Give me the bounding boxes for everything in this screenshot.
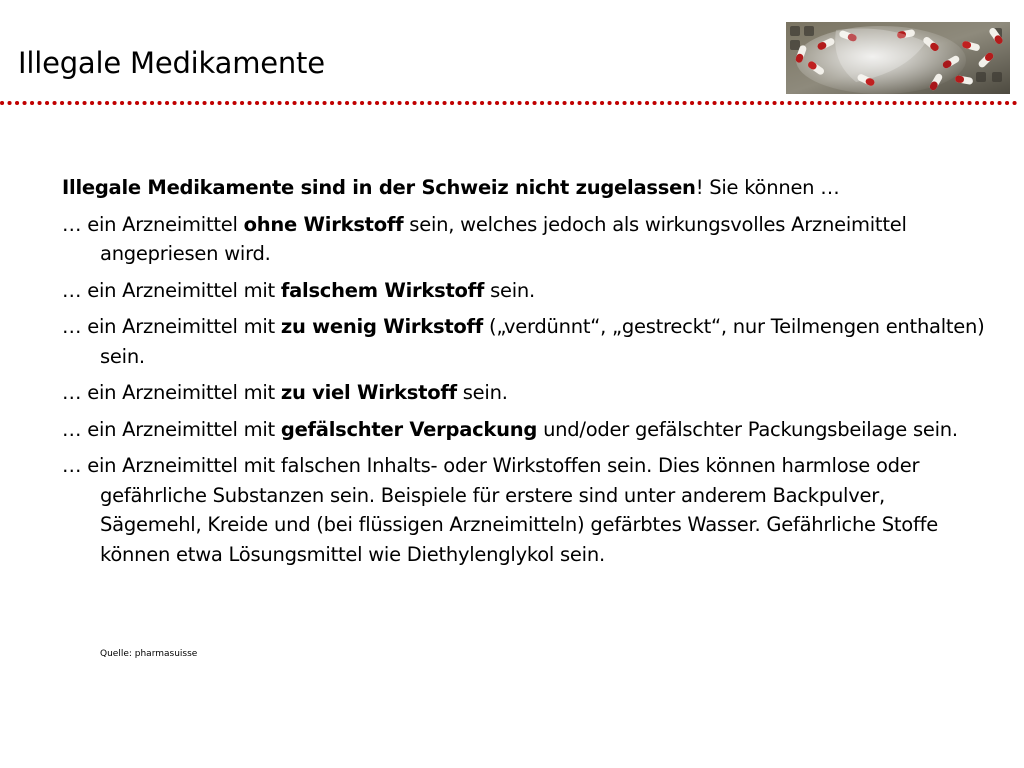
bullet-zu-wenig-wirkstoff: [62, 312, 992, 371]
bullet-zu-viel-wirkstoff: [62, 378, 992, 408]
bullet-bold: falschem Wirkstoff: [280, 278, 485, 302]
bullet-post: sein.: [456, 381, 508, 404]
dotted-divider: [0, 99, 1024, 107]
bullet-gefaelschte-verpackung: [62, 415, 992, 445]
bullet-post: sein, welches jedoch als wirkungsvolles Arzneimittel angepriesen wird.: [100, 212, 907, 265]
slide-body: [62, 173, 992, 576]
bullet-falschem-wirkstoff: [62, 276, 992, 306]
intro-bold: Illegale Medikamente sind in der Schweiz nicht zugelassen: [62, 176, 696, 199]
bullet-bold: zu wenig Wirkstoff: [280, 315, 484, 338]
bullet-falsche-inhaltsstoffe: [62, 451, 992, 569]
bullet-text: … ein Arzneimittel mit falschen Inhalts- oder Wirkstoffen sein. Dies können harmlose oder gefährliche Substanzen sein. Beispiele für erstere sind unter anderem Backpulver, Sägemehl, Kreide und (bei flüssigen Arzneimitteln) gefärbtes Wasser. Gefährliche Stoffe können etwa Lösungsmittel wie Diethylenglykol sein.: [62, 454, 938, 566]
bullet-bold: zu viel Wirkstoff: [280, 381, 457, 404]
pills-photo-icon: [786, 22, 1010, 94]
bullet-pre: … ein Arzneimittel mit: [62, 417, 281, 441]
intro-paragraph: [62, 173, 992, 203]
bullet-post: sein.: [484, 278, 535, 302]
slide-title: Illegale Medikamente: [18, 46, 325, 80]
bullet-bold: gefälschter Verpackung: [280, 417, 538, 441]
bullet-post: („verdünnt“, „gestreckt“, nur Teilmengen enthalten) sein.: [100, 315, 985, 368]
source-citation: Quelle: pharmasuisse: [100, 649, 198, 659]
bullet-ohne-wirkstoff: [62, 210, 992, 269]
bullet-post: und/oder gefälschter Packungsbeilage sein.: [537, 417, 958, 441]
bullet-pre: … ein Arzneimittel mit: [62, 315, 281, 338]
bullet-pre: … ein Arzneimittel: [62, 212, 244, 236]
intro-rest: ! Sie können …: [695, 176, 840, 199]
bullet-pre: … ein Arzneimittel mit: [62, 278, 281, 302]
bullet-bold: ohne Wirkstoff: [243, 212, 404, 236]
bullet-pre: … ein Arzneimittel mit: [62, 381, 281, 404]
